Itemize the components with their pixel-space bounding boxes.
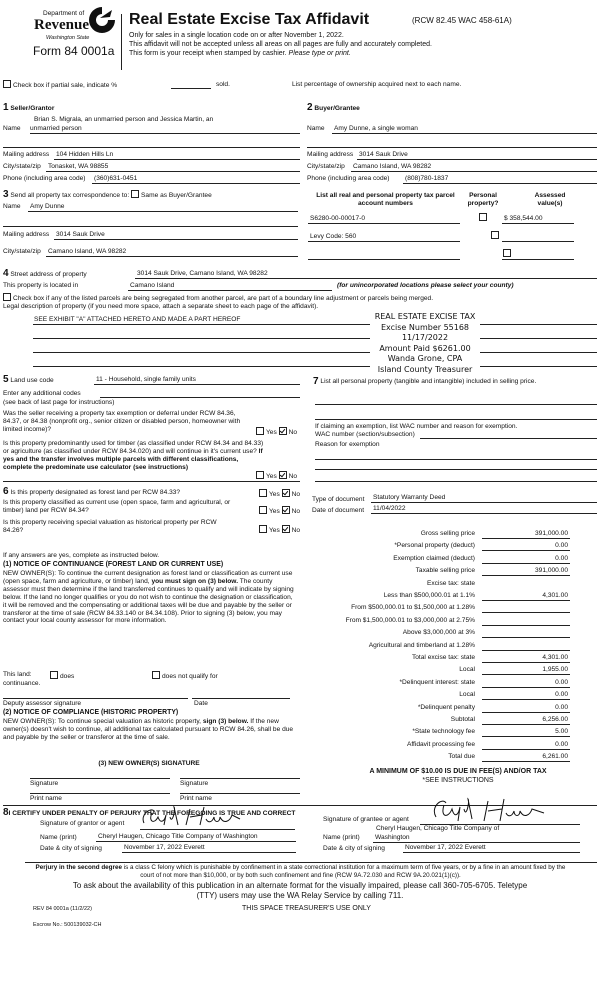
form-title: Real Estate Excise Tax Affidavit xyxy=(129,11,370,28)
timber-question xyxy=(3,440,265,472)
treasurer-note: THIS SPACE TREASURER'S USE ONLY xyxy=(242,905,371,912)
header-divider xyxy=(121,14,122,70)
land-use-code[interactable]: 11 - Household, single family units xyxy=(96,376,196,383)
fee-field-line xyxy=(482,712,570,713)
notice2-text xyxy=(3,718,295,742)
buyer-mailing[interactable]: 3014 Sauk Drive xyxy=(359,151,408,158)
same-as-buyer-label: Same as Buyer/Grantee xyxy=(141,192,212,199)
buyer-mailing-label: Mailing address xyxy=(307,151,354,158)
corr-mailing[interactable]: 3014 Sauk Drive xyxy=(56,231,105,238)
fee-label: *Personal property (deduct) xyxy=(394,542,475,550)
notice2-a: NEW OWNER(S): To continue special valuation as historic property, xyxy=(3,718,202,725)
historic-question: Is this property receiving special valuation as historical property per RCW 84.26? xyxy=(3,519,217,534)
dept-line3: Washington State xyxy=(46,35,90,41)
buyer-phone[interactable]: (808)780-1837 xyxy=(405,175,449,182)
fee-value[interactable]: 0.00 xyxy=(555,691,568,699)
fee-field-line xyxy=(482,650,570,651)
notice2-c: If the new owner(s) doesn't wish to continue, all additional tax calculated pursuant to RCW 84.26, shall be due and payable by the seller or transferor at the time of sale. xyxy=(3,718,294,741)
perjury-text: is a class C felony which is punishable by confinement in a state correctional institution for a maximum term of five years, or by a fine in an amount fixed by the court of not more than $10,000, or by both such confinement and fine (RCW 9A.72.030 and RCW 9A.20.021(1)(c)). xyxy=(123,864,566,879)
yes-label: Yes xyxy=(269,491,280,498)
fee-label: Local xyxy=(459,666,475,674)
fee-field-line xyxy=(482,612,570,613)
no-checkbox[interactable] xyxy=(282,489,290,497)
fee-label: *Delinquent penalty xyxy=(417,703,475,711)
no-label: No xyxy=(288,429,298,436)
doc-date[interactable]: 11/04/2022 xyxy=(373,505,406,512)
fee-field-line xyxy=(482,724,570,725)
dept-line2: Revenue xyxy=(34,17,89,33)
stamp-line: REAL ESTATE EXCISE TAX xyxy=(374,312,476,321)
buyer-city[interactable]: Camano Island, WA 98282 xyxy=(353,163,432,170)
yes-checkbox[interactable] xyxy=(259,506,267,514)
legal-label: Legal description of property (if you need more space, attach a separate sheet to each page of the affidavit). xyxy=(3,303,319,310)
fee-label: Total due xyxy=(448,753,475,761)
perjury-note xyxy=(28,864,573,879)
grantee-name[interactable]: Washington xyxy=(375,834,410,841)
date-label: Date xyxy=(194,700,208,707)
stamp-line: Island County Treasurer xyxy=(377,364,473,374)
notice2-title: (2) NOTICE OF COMPLIANCE (HISTORIC PROPERTY) xyxy=(3,709,179,716)
deputy-label: Deputy assessor signature xyxy=(3,700,82,707)
section-number: 2 xyxy=(307,102,313,113)
no-checkbox[interactable] xyxy=(282,506,290,514)
buyer-city-label: City/state/zip xyxy=(307,163,345,170)
continuance-label: continuance. xyxy=(3,680,41,687)
corr-city[interactable]: Camano Island, WA 98282 xyxy=(48,248,127,255)
fee-label: From $500,000.01 to $1,500,000 at 1.28% xyxy=(351,604,475,612)
stamp-line: Wanda Grone, CPA xyxy=(387,354,463,363)
seller-heading: Seller/Grantor xyxy=(10,105,55,112)
grantee-signature[interactable] xyxy=(430,797,550,825)
minimum-note: A MINIMUM OF $10.00 IS DUE IN FEE(S) AND/OR TAX xyxy=(369,768,547,775)
fee-field-line xyxy=(482,761,570,762)
partial-sale-label: Check box if partial sale, indicate % xyxy=(13,82,118,89)
grantor-date[interactable]: November 17, 2022 Everett xyxy=(124,844,205,851)
seller-name-line1: Brian S. Migrala, an unmarried person and Jessica Martin, an xyxy=(34,116,214,123)
fee-label: Total excise tax: state xyxy=(411,654,475,661)
partial-sale-checkbox[interactable] xyxy=(3,80,11,88)
fee-label: Exemption claimed (deduct) xyxy=(393,554,475,562)
does-checkbox[interactable] xyxy=(50,671,58,679)
yes-checkbox[interactable] xyxy=(256,471,264,479)
partial-sale-row xyxy=(3,80,117,90)
corr-name[interactable]: Amy Dunne xyxy=(30,203,65,210)
yes-checkbox[interactable] xyxy=(259,489,267,497)
escrow-number: Escrow No.: 500139032-CH xyxy=(33,922,102,928)
deputy-signature-field[interactable] xyxy=(3,698,188,699)
section-number: 8 xyxy=(3,807,9,818)
additional-codes-field[interactable] xyxy=(100,397,300,398)
fee-value[interactable]: 6,261.00 xyxy=(542,753,568,761)
seller-phone[interactable]: (360)631-0451 xyxy=(94,175,138,182)
grantor-name-label: Name (print) xyxy=(40,834,77,841)
fee-label: From $1,500,000.01 to $3,000,000 at 2.75% xyxy=(345,616,475,624)
street-label: Street address of property xyxy=(10,271,87,278)
certify-text: I CERTIFY UNDER PENALTY OF PERJURY THAT THE FOREGOING IS TRUE AND CORRECT xyxy=(8,810,296,817)
does-not-label: does not qualify for xyxy=(162,673,218,680)
no-label: No xyxy=(291,508,301,515)
see-instructions: *SEE INSTRUCTIONS xyxy=(422,777,494,784)
buyer-name[interactable]: Amy Dunne, a single woman xyxy=(334,125,418,132)
grantor-signature-label: Signature of grantor or agent xyxy=(40,820,125,827)
grantee-signature-label: Signature of grantee or agent xyxy=(323,816,409,823)
forest-question: Is this property designated as forest land per RCW 84.33? xyxy=(10,489,181,496)
doc-type[interactable]: Statutory Warranty Deed xyxy=(373,494,446,501)
yes-label: Yes xyxy=(269,508,280,515)
fee-field-line xyxy=(482,749,570,750)
segregated-label: Check box if any of the listed parcels are being segregated from another parcel, are part of a boundary line adjustment or parcels being merged. xyxy=(13,295,434,302)
buyer-phone-label: Phone (including area code) xyxy=(307,175,390,182)
buyer-name-label: Name xyxy=(307,125,325,132)
assessed-value[interactable]: $ 358,544.00 xyxy=(504,215,543,222)
partial-sale-suffix: sold. xyxy=(216,81,230,88)
fee-field-line xyxy=(482,625,570,626)
corr-mailing-label: Mailing address xyxy=(3,231,50,238)
personal-property-checkbox[interactable] xyxy=(479,213,487,221)
doc-type-label: Type of document xyxy=(312,496,365,503)
grantor-date-label: Date & city of signing xyxy=(40,845,102,852)
fee-value[interactable]: 391,000.00 xyxy=(534,567,568,575)
fee-field-line xyxy=(482,699,570,700)
notice2-b: sign (3) below. xyxy=(202,718,249,725)
same-as-buyer-checkbox[interactable] xyxy=(131,190,139,198)
no-checkbox[interactable] xyxy=(279,471,287,479)
signature-field[interactable] xyxy=(30,778,170,779)
additional-codes-label: Enter any additional codes xyxy=(3,390,81,397)
section-number: 5 xyxy=(3,374,9,385)
signature-field[interactable] xyxy=(180,778,300,779)
partial-sale-field[interactable] xyxy=(171,88,211,89)
print-name-field[interactable] xyxy=(30,793,170,794)
parcel-header: List all real and personal property tax parcel account numbers xyxy=(316,192,455,207)
seller-name-label: Name xyxy=(3,125,21,132)
located-label: This property is located in xyxy=(3,282,79,289)
print-name-label: Print name xyxy=(180,795,212,802)
grantee-name-line1[interactable]: Cheryl Haugen, Chicago Title Company of xyxy=(376,825,500,832)
section-number: 7 xyxy=(313,376,319,387)
seller-phone-label: Phone (including area code) xyxy=(3,175,86,182)
q1-yes-no xyxy=(256,427,297,437)
no-label: No xyxy=(291,527,301,534)
fee-value[interactable]: 0.00 xyxy=(555,678,568,686)
accessibility-note: (TTY) users may use the WA Relay Service by calling 711. xyxy=(196,891,404,900)
seller-city[interactable]: Tonasket, WA 98855 xyxy=(48,163,109,170)
header-note-text: This form is your receipt when stamped by cashier. xyxy=(129,50,287,57)
yes-label: Yes xyxy=(266,473,277,480)
exemption-note: If claiming an exemption, list WAC number and reason for exemption. xyxy=(315,423,518,430)
reason-label: Reason for exemption xyxy=(315,441,380,448)
assessed-header: Assessed value(s) xyxy=(534,192,566,207)
personal-property-checkbox[interactable] xyxy=(491,231,499,239)
fee-value[interactable]: 0.00 xyxy=(555,703,568,711)
accessibility-note: To ask about the availability of this publication in an alternate format for the visually impaired, please call 360-705-6705. Teletype xyxy=(72,881,528,890)
header-note-italic: Please type or print. xyxy=(288,50,351,57)
fee-field-line xyxy=(482,736,570,737)
perjury-bold: Perjury in the second degree xyxy=(35,864,122,871)
fee-field-line xyxy=(482,550,570,551)
fee-value[interactable]: 391,000.00 xyxy=(534,530,568,537)
if-any-note: If any answers are yes, complete as instructed below. xyxy=(3,552,160,559)
stamp-line: 11/17/2022 xyxy=(401,333,449,342)
yes-checkbox[interactable] xyxy=(259,525,267,533)
timber-question-bold: If yes and the transfer involves multiple parcels with different classifications, complete the predominate use calculator (see instructions) xyxy=(3,447,263,471)
current-use-question: Is this property classified as current use (open space, farm and agricultural, or timber) land per RCW 84.34? xyxy=(3,499,231,514)
ownership-note: List percentage of ownership acquired next to each name. xyxy=(292,81,462,88)
personal-property-label: List all personal property (tangible and intangible) included in selling price. xyxy=(320,378,537,385)
fee-value[interactable]: 4,301.00 xyxy=(542,592,568,599)
revision-number: REV 84 0001a (11/2/22) xyxy=(33,906,92,912)
grantee-date[interactable]: November 17, 2022 Everett xyxy=(405,844,486,851)
grantor-name[interactable]: Cheryl Haugen, Chicago Title Company of Washington xyxy=(98,833,258,840)
fee-value[interactable]: 0.00 xyxy=(555,554,568,562)
exemption-question: Was the seller receiving a property tax exemption or deferral under RCW 84.36, 84.37, or 84.38 (nonprofit org., senior citizen or disabled person, homeowner with limited income)? xyxy=(3,410,241,433)
fee-field-line xyxy=(482,538,570,539)
fee-label: Local xyxy=(459,691,475,699)
personal-property-checkbox[interactable] xyxy=(503,249,511,257)
fee-label: *Delinquent interest: state xyxy=(399,678,475,686)
fee-value[interactable]: 6,256.00 xyxy=(542,716,568,723)
does-not-checkbox[interactable] xyxy=(152,671,160,679)
q2-yes-no xyxy=(256,471,297,481)
seller-name[interactable]: unmarried person xyxy=(30,125,82,132)
timber-question-text: Is this property predominantly used for timber (as classified under RCW 84.34 and 84.33) or agriculture (as classified under RCW 84.34.020) and will continue in it's current use? xyxy=(3,440,264,455)
signature-label: Signature xyxy=(30,780,59,787)
parcel-number[interactable]: Levy Code: 560 xyxy=(310,233,357,240)
fee-field-line xyxy=(482,563,570,564)
seller-city-label: City/state/zip xyxy=(3,163,41,170)
fee-field-line xyxy=(482,662,570,663)
located-note: (for unincorporated locations please select your county) xyxy=(337,282,514,289)
header-note xyxy=(129,50,351,58)
fee-label: *State technology fee xyxy=(412,728,475,736)
fee-value[interactable]: 0.00 xyxy=(555,740,568,748)
grantor-signature[interactable] xyxy=(140,805,250,829)
grantee-name-label: Name (print) xyxy=(323,834,360,841)
parcel-number[interactable]: S6280-00-00017-0 xyxy=(310,215,365,222)
section-number: 4 xyxy=(3,268,9,279)
header-note: Only for sales in a single location code on or after November 1, 2022. xyxy=(129,32,344,39)
print-name-field[interactable] xyxy=(180,793,300,794)
fee-label: Gross selling price xyxy=(420,530,475,537)
notice1-text xyxy=(3,570,295,625)
print-name-label: Print name xyxy=(30,795,62,802)
no-checkbox[interactable] xyxy=(279,427,287,435)
dept-line1: Department of xyxy=(43,10,85,17)
notice1-b: you must sign on (3) below. xyxy=(151,577,239,585)
property-street[interactable]: 3014 Sauk Drive, Camano Island, WA 98282 xyxy=(137,270,268,277)
segregated-checkbox[interactable] xyxy=(3,293,11,301)
no-checkbox[interactable] xyxy=(282,525,290,533)
fee-value[interactable]: 5.00 xyxy=(555,728,568,736)
wac-label: WAC number (section/subsection) xyxy=(315,431,415,438)
property-located[interactable]: Camano Island xyxy=(130,282,175,289)
stamp-line: Excise Number 55168 xyxy=(380,322,470,332)
grantee-date-label: Date & city of signing xyxy=(323,845,385,852)
fee-label: Above $3,000,000 at 3% xyxy=(402,629,475,637)
section-number: 3 xyxy=(3,189,9,200)
fee-label: Less than $500,000.01 at 1.1% xyxy=(383,592,475,599)
corr-city-label: City/state/zip xyxy=(3,248,41,255)
no-label: No xyxy=(291,491,301,498)
fee-field-line xyxy=(482,674,570,675)
form-number: Form 84 0001a xyxy=(33,44,115,58)
this-land-label: This land: xyxy=(3,671,32,678)
fee-label: Excise tax: state xyxy=(426,579,475,587)
section-number: 6 xyxy=(3,486,9,497)
no-label: No xyxy=(288,473,298,480)
yes-label: Yes xyxy=(266,429,277,436)
seller-mailing-label: Mailing address xyxy=(3,151,50,158)
notice1-a: NEW OWNER(S): To continue the current designation as forest land or classification as current use (open space, farm and agriculture, or timber) land, xyxy=(3,570,293,585)
section-number: 1 xyxy=(3,102,9,113)
fee-field-line xyxy=(482,637,570,638)
revenue-logo-icon xyxy=(86,5,118,35)
wac-field[interactable] xyxy=(420,438,597,439)
personal-header: Personal property? xyxy=(467,192,499,207)
notice1-c: The county assessor must then determine if the land transferred continues to qualify and will indicate by signing below. If the land no longer qualifies or you do not wish to continue the designation or classification, it will be removed and the compensating or additional taxes will be due and payable by the seller or transferor at the time of sale (RCW 84.33.140 or 84.34.108). Prior to signing (3) below, you may contact your local county assessor for more information. xyxy=(3,577,294,625)
treasurer-stamp xyxy=(370,312,480,374)
correspondence-label: Send all property tax correspondence to: xyxy=(10,192,130,199)
deputy-date-field[interactable] xyxy=(192,698,290,699)
stamp-line: Amount Paid $6261.00 xyxy=(379,343,471,353)
signature-label: Signature xyxy=(180,780,209,787)
reason-field[interactable] xyxy=(315,459,597,460)
seller-mailing[interactable]: 104 Hidden Hills Ln xyxy=(56,151,114,158)
yes-checkbox[interactable] xyxy=(256,427,264,435)
fee-field-line xyxy=(482,687,570,688)
fee-label: Agricultural and timberland at 1.28% xyxy=(368,641,475,649)
does-label: does xyxy=(60,673,75,680)
fee-value[interactable]: 0.00 xyxy=(555,542,568,550)
notice1-title: (1) NOTICE OF CONTINUANCE (FOREST LAND OR CURRENT USE) xyxy=(3,561,224,568)
new-owner-signature-title: (3) NEW OWNER(S) SIGNATURE xyxy=(98,760,200,767)
doc-date-label: Date of document xyxy=(312,507,365,514)
header-note: This affidavit will not be accepted unless all areas on all pages are fully and accurately completed. xyxy=(129,41,432,48)
corr-name-label: Name xyxy=(3,203,21,210)
additional-codes-note: (see back of last page for instructions) xyxy=(3,399,115,406)
fee-label: Subtotal xyxy=(450,716,475,723)
buyer-heading: Buyer/Grantee xyxy=(314,105,360,112)
land-use-label: Land use code xyxy=(10,377,54,384)
form-citation: (RCW 82.45 WAC 458-61A) xyxy=(412,16,512,25)
yes-label: Yes xyxy=(269,527,280,534)
fee-field-line xyxy=(482,600,570,601)
legal-description[interactable]: SEE EXHIBIT "A" ATTACHED HERETO AND MADE A PART HEREOF xyxy=(34,316,241,323)
fee-value[interactable]: 1,955.00 xyxy=(542,666,568,674)
fee-label: Affidavit processing fee xyxy=(406,740,475,748)
fee-field-line xyxy=(482,575,570,576)
fee-value[interactable]: 4,301.00 xyxy=(542,654,568,661)
fee-label: Taxable selling price xyxy=(415,567,475,575)
